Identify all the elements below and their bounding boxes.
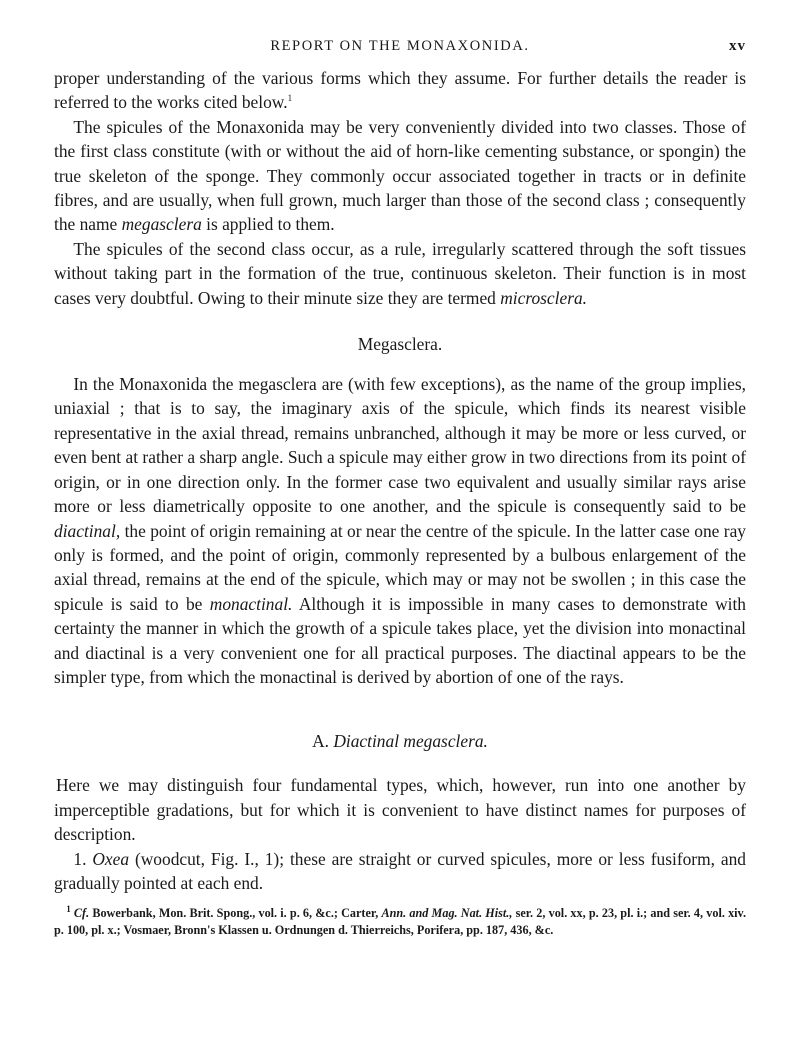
running-header [54, 38, 746, 66]
paragraph-6: 1. Oxea (woodcut, Fig. I., 1); these are straight or curved spicules, more or less fusiform, and gradually pointed at each end. [54, 848, 746, 893]
paragraph-1: proper understanding of the various forms which they assume. For further details the reader is referred to the works cited below.$^1$ [54, 68, 746, 113]
page-number: xv [729, 38, 746, 54]
paragraph-5: Here we may distinguish four fundamental types, which, however, run into one another by imperceptible gradations, but for which it is convenient to have distinct names for purposes of description. [54, 775, 746, 845]
paragraph-4: In the Monaxonida the megasclera are (with few exceptions), as the name of the group implies, uniaxial ; that is to say, the imaginary axis of the spicule, which finds its nearest visible representative in the axial thread, remains unbranched, although it may be more or less curved, or even bent at rather a sharp angle. Such a spicule may either grow in two directions from its point of origin, or in one direction only. In the former case two equivalent and usually similar rays arise more or less diametrically opposite to one another, and the spicule is consequently said to be diactinal, the point of origin remaining at or near the centre of the spicule. In the latter case one ray only is formed, and the point of origin, commonly represented by a bulbous enlargement of the axial thread, remains at the end of the spicule, which may or may not be swollen ; in this case the spicule is said to be monactinal. Although it is impossible in many cases to demonstrate with certainty the manner in which the growth of a spicule takes place, yet the division into monactinal and diactinal is a very convenient one for all practical purposes. The diactinal appears to be the simpler type, from which the monactinal is derived by abortion of one of the rays. [54, 374, 746, 687]
footnote-reference[interactable]: 1 [287, 93, 293, 104]
running-title: REPORT ON THE MONAXONIDA. [270, 38, 530, 54]
section-heading-megasclera: Megasclera. [357, 334, 443, 355]
page [54, 38, 746, 939]
paragraph-2: The spicules of the Monaxonida may be very conveniently divided into two classes. Those of the first class constitute (with or without the aid of horn-like cementing substance, or spongin) the true skeleton of the sponge. They commonly occur associated together in tracts or in definite fibres, and are usually, when full grown, much larger than those of the second class ; consequently the name megasclera is applied to them. [54, 116, 746, 235]
footnote-marker: 1 [66, 904, 71, 915]
paragraph-3: The spicules of the second class occur, as a rule, irregularly scattered through the soft tissues without taking part in the formation of the true, continuous skeleton. Their function is in most cases very doubtful. Owing to their minute size they are termed microsclera. [54, 238, 746, 308]
footnote: $^1$ Cf. Bowerbank, Mon. Brit. Spong., vol. i. p. 6, &c.; Carter, Ann. and Mag. Nat. Hist., ser. 2, vol. xx, p. 23, pl. i.; and ser. 4, vol. xiv. p. 100, pl. x.; Vosmaer, Bronn's Klassen u. Ordnungen d. Thierreichs, Porifera, pp. 187, 436, &c. [54, 904, 747, 938]
section-heading-diactinal: A. Diactinal megasclera. [312, 731, 488, 752]
